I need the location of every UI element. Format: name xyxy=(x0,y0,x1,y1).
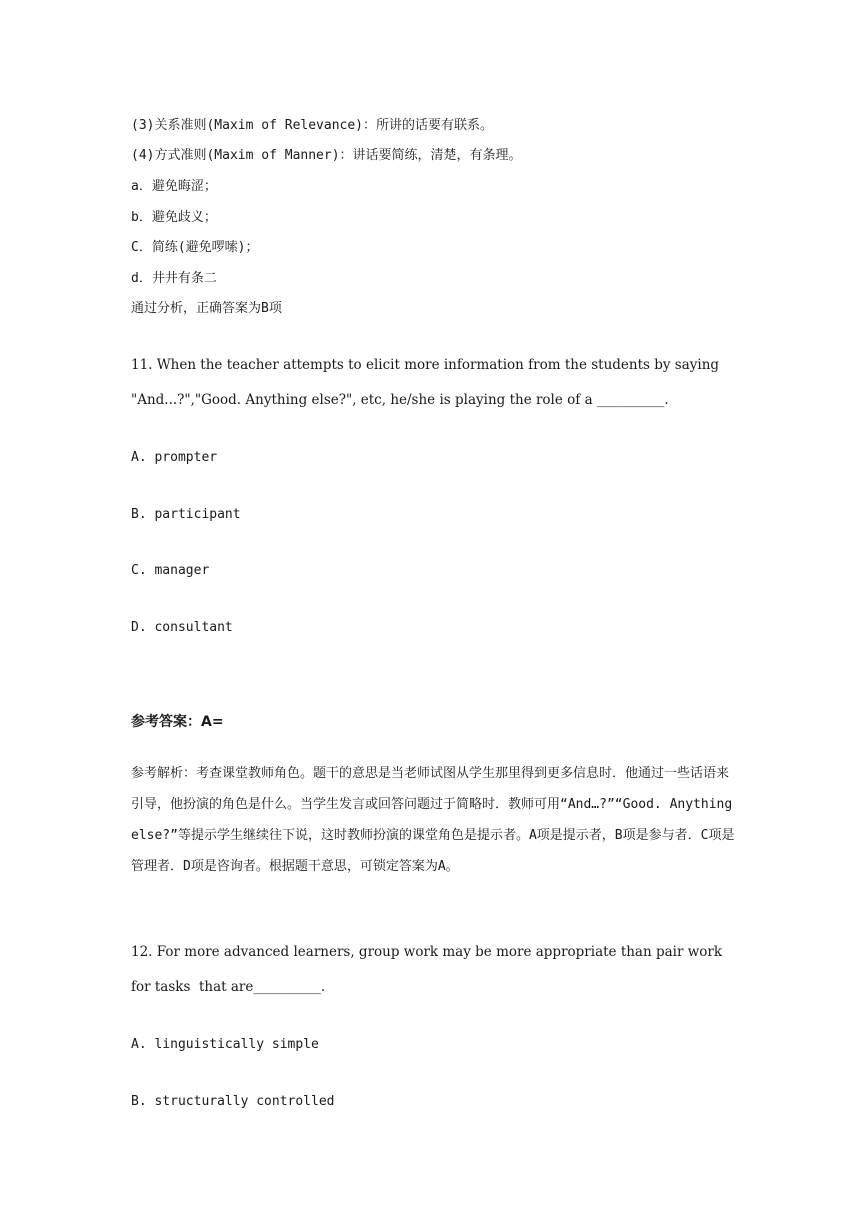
manner-item-c: C．简练(避免啰嗦)； xyxy=(131,240,259,255)
q11-option-a: A. prompter xyxy=(131,450,218,465)
q11-stem-line1: 11. When the teacher attempts to elicit more information from the students by saying xyxy=(131,357,720,373)
conclusion-text: 通过分析，正确答案为B项 xyxy=(131,301,282,316)
q11-analysis: 参考解析：考查课堂教师角色。题干的意思是当老师试图从学生那里得到更多信息时．他通过一些话语来引导，他扮演的角色是什么。当学生发言或回答问题过于简略时．教师可用“And…?”“Good. Anything else?”等提示学生继续往下说，这时教师扮演的课堂角色是提示者。A项是提示者，B项是参与者．C项是管理者．D项是咨询者。根据题干意思，可锁定答案为A。 xyxy=(131,766,735,874)
manner-item-d: d．井井有条二 xyxy=(131,271,217,286)
q12-option-b: B. structurally controlled xyxy=(131,1094,335,1109)
q12-option-a: A. linguistically simple xyxy=(131,1037,319,1052)
q11-answer: 参考答案：A= xyxy=(131,714,224,730)
q12-stem-line2: for tasks that are__________. xyxy=(131,979,326,995)
q11-option-c: C. manager xyxy=(131,563,210,578)
manner-item-b: b．避免歧义； xyxy=(131,210,217,225)
maxim-manner: (4)方式准则(Maxim of Manner)：讲话要简练，清楚，有条理。 xyxy=(131,148,522,163)
q11-stem-line2: "And...?","Good. Anything else?", etc, he/she is playing the role of a __________. xyxy=(131,392,669,408)
maxim-relevance: (3)关系准则(Maxim of Relevance)：所讲的话要有联系。 xyxy=(131,118,494,133)
manner-item-a: a．避免晦涩； xyxy=(131,179,217,194)
q12-stem-line1: 12. For more advanced learners, group work may be more appropriate than pair work xyxy=(131,944,723,960)
q11-option-b: B. participant xyxy=(131,507,241,522)
q11-option-d: D. consultant xyxy=(131,620,233,635)
